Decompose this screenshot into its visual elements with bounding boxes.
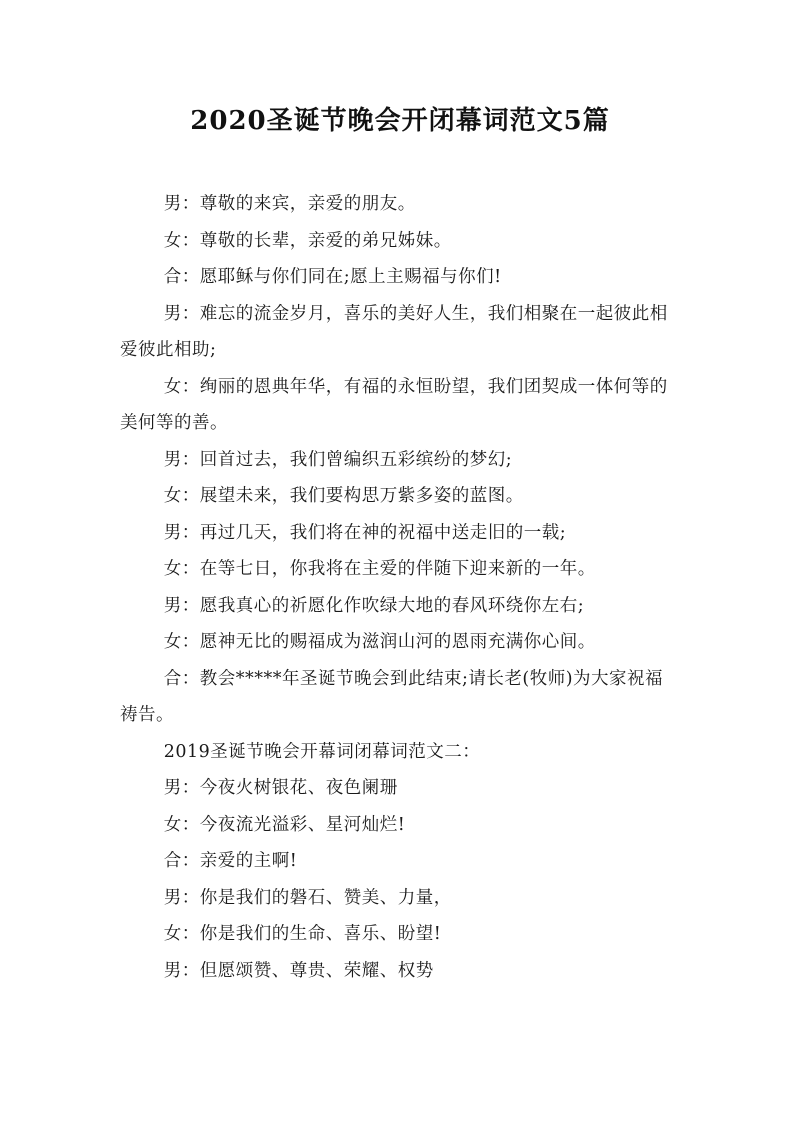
- paragraph: 女：展望未来，我们要构思万紫多姿的蓝图。: [163, 486, 524, 506]
- paragraph: 合：教会*****年圣诞节晚会到此结束;请长老(牧师)为大家祝福祷告。: [120, 668, 664, 725]
- paragraph: 男：难忘的流金岁月，喜乐的美好人生，我们相聚在一起彼此相爱彼此相助;: [120, 303, 668, 360]
- section-heading: 2019圣诞节晚会开幕词闭幕词范文二：: [163, 741, 481, 762]
- paragraph: 女：绚丽的恩典年华，有福的永恒盼望，我们团契成一体何等的美何等的善。: [120, 376, 668, 433]
- paragraph: 女：愿神无比的赐福成为滋润山河的恩雨充满你心间。: [163, 632, 596, 652]
- paragraph: 男：你是我们的磐石、赞美、力量，: [163, 887, 452, 908]
- paragraph: 女：尊敬的长辈，亲爱的弟兄姊妹。: [163, 230, 452, 251]
- paragraph: 男：尊敬的来宾，亲爱的朋友。: [163, 194, 416, 214]
- paragraph: 合：愿耶稣与你们同在;愿上主赐福与你们!: [163, 267, 502, 287]
- document-title: 2020圣诞节晚会开闭幕词范文5篇: [190, 106, 610, 136]
- paragraph: 男：回首过去，我们曾编织五彩缤纷的梦幻;: [163, 449, 513, 470]
- paragraph: 女：在等七日，你我将在主爱的伴随下迎来新的一年。: [163, 559, 596, 579]
- paragraph: 女：今夜流光溢彩、星河灿烂!: [163, 814, 406, 835]
- paragraph: 男：但愿颂赞、尊贵、荣耀、权势: [163, 960, 434, 981]
- document-body: [120, 186, 680, 989]
- paragraph: 男：再过几天，我们将在神的祝福中送走旧的一载;: [163, 522, 567, 543]
- paragraph: 女：你是我们的生命、喜乐、盼望!: [163, 924, 442, 944]
- paragraph: 男：今夜火树银花、夜色阑珊: [163, 778, 398, 798]
- paragraph: 合：亲爱的主啊!: [163, 851, 298, 871]
- paragraph: 男：愿我真心的祈愿化作吹绿大地的春风环绕你左右;: [163, 595, 585, 616]
